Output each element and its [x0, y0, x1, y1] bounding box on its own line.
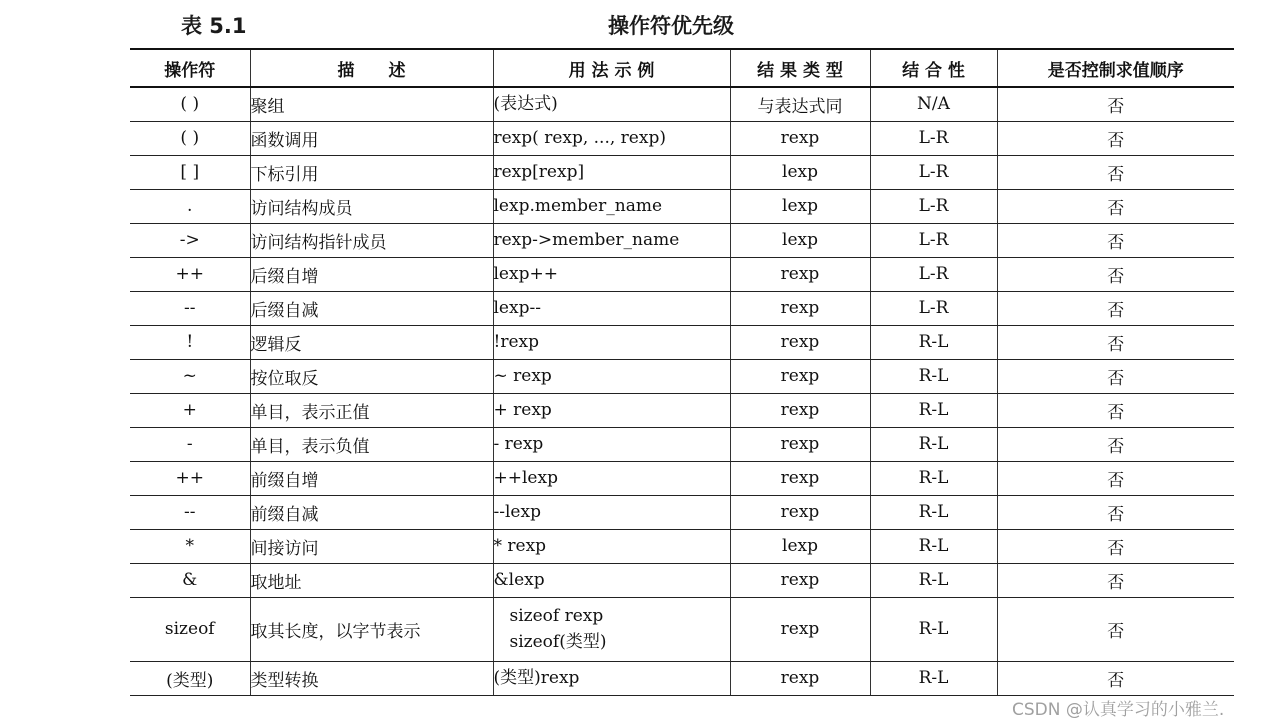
cell-description: 逻辑反: [250, 325, 493, 359]
cell-usage: [493, 495, 730, 529]
cell-usage: [493, 189, 730, 223]
cell-associativity: N/A: [870, 87, 997, 121]
usage-line: ++lexp: [493, 468, 558, 488]
cell-result-type: lexp: [730, 155, 870, 189]
cell-usage: [493, 563, 730, 597]
table-row: [130, 661, 1234, 695]
cell-result-type: lexp: [730, 223, 870, 257]
cell-result-type: rexp: [730, 121, 870, 155]
cell-result-type: rexp: [730, 291, 870, 325]
cell-associativity: R-L: [870, 597, 997, 661]
cell-operator: ( ): [130, 121, 250, 155]
cell-usage: [493, 427, 730, 461]
cell-operator: [ ]: [130, 155, 250, 189]
cell-description: 按位取反: [250, 359, 493, 393]
usage-line: (表达式): [493, 94, 558, 115]
cell-controls-eval-order: 否: [997, 87, 1234, 121]
operator-precedence-table: [130, 48, 1234, 696]
cell-operator: ++: [130, 257, 250, 291]
cell-controls-eval-order: 否: [997, 661, 1234, 695]
cell-result-type: 与表达式同: [730, 87, 870, 121]
usage-line: (类型)rexp: [493, 668, 580, 688]
cell-associativity: L-R: [870, 155, 997, 189]
cell-result-type: rexp: [730, 597, 870, 661]
table-row: [130, 325, 1234, 359]
table-caption-label: 表 5.1: [181, 14, 247, 38]
cell-associativity: R-L: [870, 495, 997, 529]
usage-line: + rexp: [493, 400, 552, 420]
header-associativity: 结 合 性: [870, 49, 997, 87]
cell-description: 聚组: [250, 87, 493, 121]
cell-associativity: L-R: [870, 121, 997, 155]
usage-line: sizeof rexp: [509, 606, 604, 626]
cell-description: 访问结构成员: [250, 189, 493, 223]
cell-associativity: R-L: [870, 529, 997, 563]
cell-associativity: R-L: [870, 359, 997, 393]
table-row: [130, 189, 1234, 223]
cell-associativity: L-R: [870, 291, 997, 325]
header-usage: 用 法 示 例: [493, 49, 730, 87]
cell-controls-eval-order: 否: [997, 359, 1234, 393]
table-row: [130, 155, 1234, 189]
cell-operator: &: [130, 563, 250, 597]
cell-controls-eval-order: 否: [997, 325, 1234, 359]
cell-operator: -: [130, 427, 250, 461]
cell-usage: [493, 155, 730, 189]
cell-description: 前缀自减: [250, 495, 493, 529]
table-row: [130, 393, 1234, 427]
cell-usage: [493, 291, 730, 325]
cell-usage: [493, 393, 730, 427]
cell-usage: [493, 223, 730, 257]
watermark: CSDN @认真学习的小雅兰.: [1012, 700, 1225, 720]
cell-associativity: L-R: [870, 223, 997, 257]
cell-operator: sizeof: [130, 597, 250, 661]
cell-controls-eval-order: 否: [997, 597, 1234, 661]
cell-associativity: R-L: [870, 325, 997, 359]
usage-line: * rexp: [493, 536, 547, 556]
cell-associativity: R-L: [870, 661, 997, 695]
cell-result-type: lexp: [730, 529, 870, 563]
cell-controls-eval-order: 否: [997, 155, 1234, 189]
cell-operator: ++: [130, 461, 250, 495]
cell-usage: [493, 325, 730, 359]
table-row: [130, 359, 1234, 393]
cell-result-type: rexp: [730, 325, 870, 359]
cell-operator: (类型): [130, 661, 250, 695]
table-row: [130, 257, 1234, 291]
cell-usage: [493, 461, 730, 495]
table-row: [130, 529, 1234, 563]
cell-controls-eval-order: 否: [997, 257, 1234, 291]
cell-description: 单目，表示负值: [250, 427, 493, 461]
cell-controls-eval-order: 否: [997, 393, 1234, 427]
table-row: [130, 461, 1234, 495]
cell-associativity: R-L: [870, 563, 997, 597]
table-row: [130, 427, 1234, 461]
cell-result-type: rexp: [730, 661, 870, 695]
header-description: 描 述: [250, 49, 493, 87]
table-header: [130, 49, 1234, 87]
table-row: [130, 495, 1234, 529]
cell-description: 函数调用: [250, 121, 493, 155]
table-body: [130, 87, 1234, 695]
header-operator: 操作符: [130, 49, 250, 87]
usage-line: lexp--: [493, 298, 541, 318]
cell-description: 取地址: [250, 563, 493, 597]
cell-result-type: rexp: [730, 461, 870, 495]
cell-result-type: rexp: [730, 495, 870, 529]
usage-line: lexp.member_name: [493, 196, 663, 216]
cell-description: 单目，表示正值: [250, 393, 493, 427]
usage-line: lexp++: [493, 264, 558, 284]
cell-operator: ( ): [130, 87, 250, 121]
usage-line: rexp->member_name: [493, 230, 680, 250]
cell-description: 取其长度，以字节表示: [250, 597, 493, 661]
cell-description: 后缀自减: [250, 291, 493, 325]
cell-operator: +: [130, 393, 250, 427]
usage-line: rexp( rexp, ..., rexp): [493, 128, 666, 148]
cell-usage: [493, 597, 730, 661]
cell-associativity: R-L: [870, 393, 997, 427]
cell-usage: [493, 661, 730, 695]
cell-operator: .: [130, 189, 250, 223]
cell-operator: !: [130, 325, 250, 359]
usage-line: - rexp: [493, 434, 544, 454]
cell-description: 类型转换: [250, 661, 493, 695]
table-row: [130, 87, 1234, 121]
cell-description: 间接访问: [250, 529, 493, 563]
cell-associativity: R-L: [870, 461, 997, 495]
cell-controls-eval-order: 否: [997, 427, 1234, 461]
cell-usage: [493, 257, 730, 291]
cell-associativity: L-R: [870, 189, 997, 223]
cell-result-type: rexp: [730, 563, 870, 597]
cell-controls-eval-order: 否: [997, 189, 1234, 223]
cell-controls-eval-order: 否: [997, 121, 1234, 155]
cell-usage: [493, 121, 730, 155]
table-row: [130, 121, 1234, 155]
cell-usage: [493, 529, 730, 563]
cell-description: 前缀自增: [250, 461, 493, 495]
table-row: [130, 223, 1234, 257]
header-row: [130, 49, 1234, 87]
cell-operator: ~: [130, 359, 250, 393]
table-row: [130, 563, 1234, 597]
cell-result-type: rexp: [730, 427, 870, 461]
header-controls-eval-order: 是否控制求值顺序: [997, 49, 1234, 87]
cell-description: 下标引用: [250, 155, 493, 189]
table-title: 操作符优先级: [608, 14, 734, 38]
cell-description: 后缀自增: [250, 257, 493, 291]
cell-usage: [493, 87, 730, 121]
cell-controls-eval-order: 否: [997, 495, 1234, 529]
cell-operator: --: [130, 495, 250, 529]
table-row: [130, 291, 1234, 325]
usage-line: rexp[rexp]: [493, 162, 585, 182]
cell-operator: ->: [130, 223, 250, 257]
cell-controls-eval-order: 否: [997, 291, 1234, 325]
cell-operator: *: [130, 529, 250, 563]
header-result-type: 结 果 类 型: [730, 49, 870, 87]
cell-result-type: rexp: [730, 257, 870, 291]
cell-controls-eval-order: 否: [997, 461, 1234, 495]
cell-associativity: R-L: [870, 427, 997, 461]
usage-line: --lexp: [493, 502, 541, 522]
cell-operator: --: [130, 291, 250, 325]
cell-description: 访问结构指针成员: [250, 223, 493, 257]
cell-result-type: lexp: [730, 189, 870, 223]
cell-controls-eval-order: 否: [997, 223, 1234, 257]
cell-usage: [493, 359, 730, 393]
usage-line: sizeof(类型): [509, 632, 607, 652]
usage-line: &lexp: [493, 570, 545, 590]
cell-controls-eval-order: 否: [997, 529, 1234, 563]
cell-controls-eval-order: 否: [997, 563, 1234, 597]
cell-associativity: L-R: [870, 257, 997, 291]
cell-result-type: rexp: [730, 359, 870, 393]
usage-line: !rexp: [493, 332, 539, 352]
usage-line: ~ rexp: [493, 366, 552, 386]
cell-result-type: rexp: [730, 393, 870, 427]
table-row: [130, 597, 1234, 661]
